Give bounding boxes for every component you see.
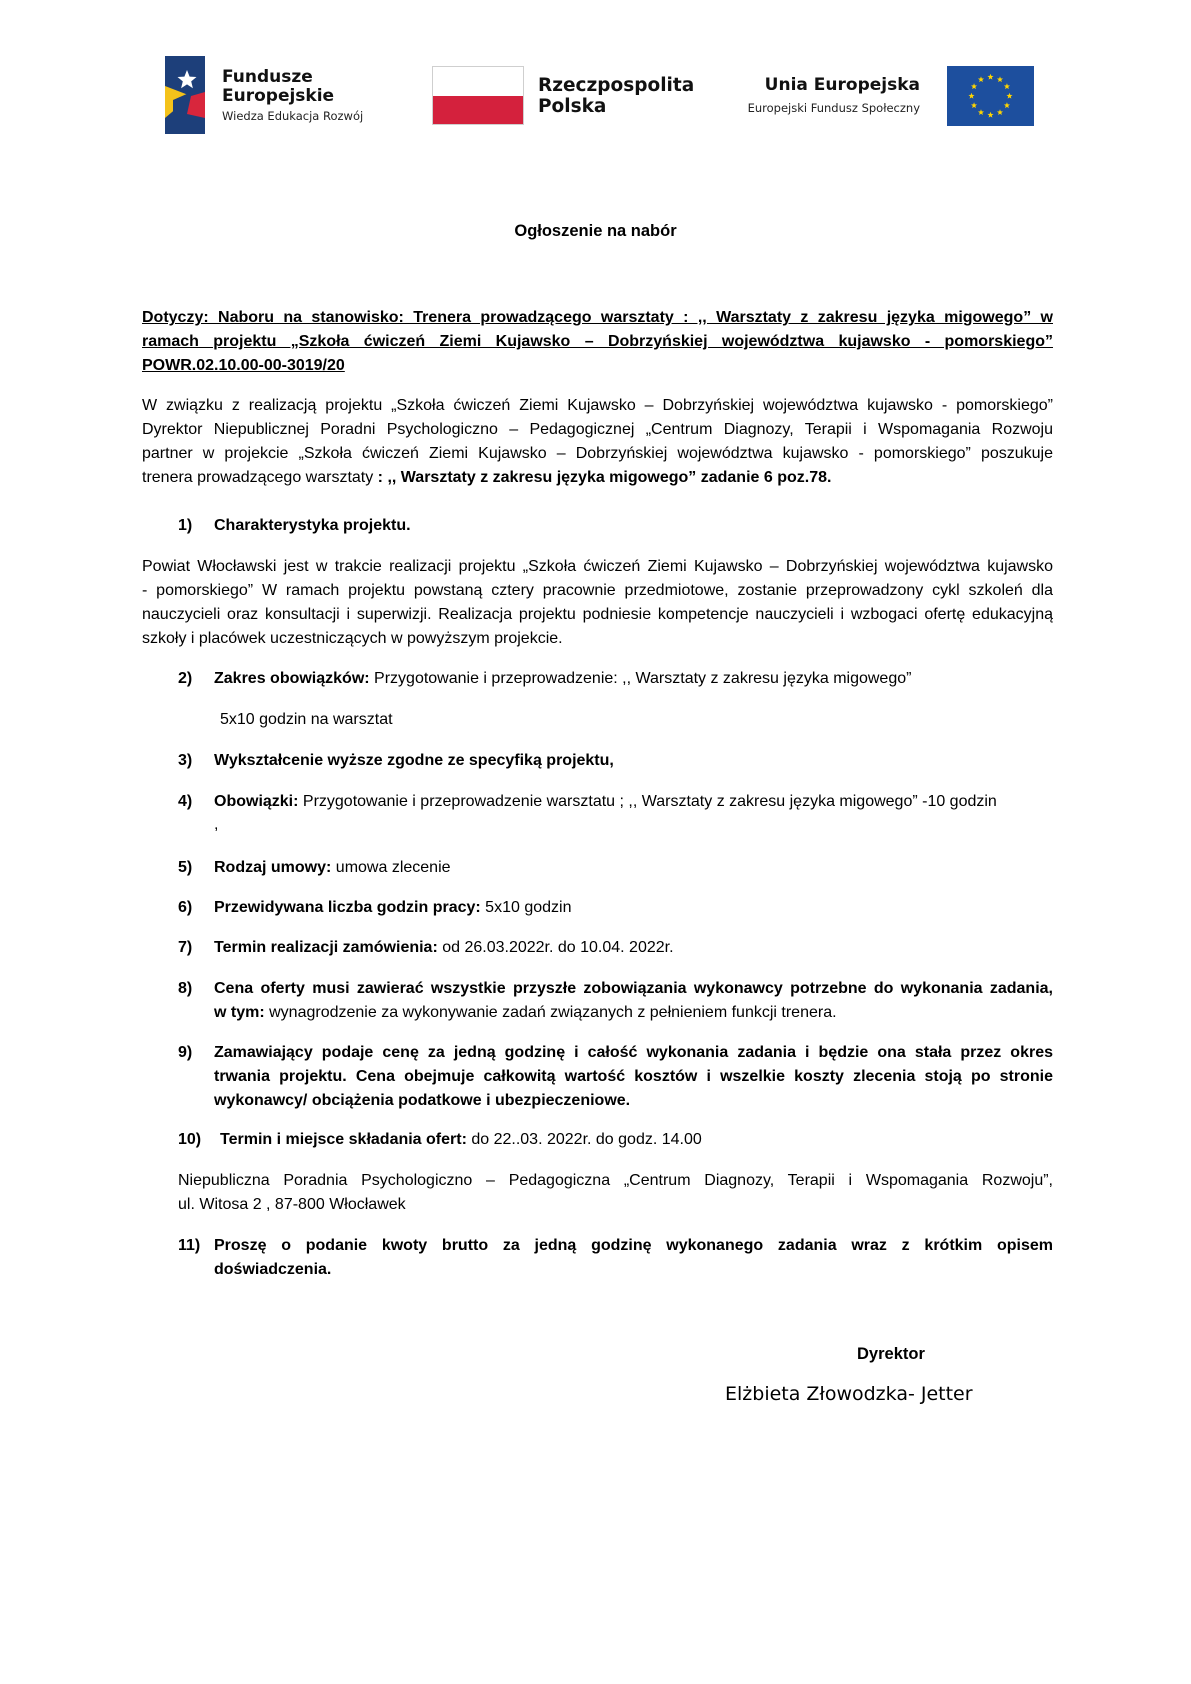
description-line-4: szkoły i placówek uczestniczących w powyższym projekcie.	[142, 630, 563, 647]
list-item-line-1: Cena oferty musi zawierać wszystkie przyszłe zobowiązania wykonawcy potrzebne do wykonania zadania,	[214, 980, 1053, 997]
ue-logo-line2: Europejski Fundusz Społeczny	[747, 101, 920, 115]
list-item-value: od 26.03.2022r. do 10.04. 2022r.	[437, 939, 674, 956]
list-item-text: Wykształcenie wyższe zgodne ze specyfiką projektu,	[214, 752, 614, 769]
list-item-number: 4)	[178, 793, 193, 810]
list-item-label: Obowiązki:	[214, 793, 299, 810]
description-line-1: Powiat Włocławski jest w trakcie realizacji projektu „Szkoła ćwiczeń Ziemi Kujawsko – Dobrzyńskiej województwa kujawsko	[142, 558, 1053, 575]
list-item-number: 3)	[178, 752, 193, 769]
intro-paragraph	[142, 394, 1053, 490]
list-item-number: 5)	[178, 859, 193, 876]
address-block	[178, 1169, 1053, 1217]
intro-line-4-bold: : ,, Warsztaty z zakresu języka migowego” zadanie 6 poz.78.	[377, 469, 832, 486]
list-item-text	[214, 977, 1053, 1025]
list-item-line-1: Proszę o podanie kwoty brutto za jedną godzinę wykonanego zadania wraz z krótkim opisem	[214, 1237, 1053, 1254]
unia-europejska-logo	[737, 66, 1034, 126]
rp-logo-line1: Rzeczpospolita	[538, 75, 695, 96]
list-item-number: 8)	[178, 980, 193, 997]
list-item-number: 10)	[178, 1131, 202, 1148]
list-item-line-3: wykonawcy/ obciążenia podatkowe i ubezpieczeniowe.	[214, 1092, 631, 1109]
list-item-line-1: Zamawiający podaje cenę za jedną godzinę i całość wykonania zadania i będzie ona stała przez okres	[214, 1044, 1053, 1061]
intro-line-4	[142, 466, 1053, 490]
list-item-label: Termin i miejsce składania ofert:	[220, 1131, 467, 1148]
list-item-text	[214, 896, 1053, 920]
logo-header	[0, 0, 1191, 150]
description-line-3: nauczycieli oraz konsultacji i superwizji. Realizacja projektu podniesie kompetencje nauczycieli i wzbogaci ofertę edukacyjną	[142, 606, 1053, 623]
list-item-text	[214, 667, 1053, 691]
list-item-text	[214, 936, 1053, 960]
list-item-value: Przygotowanie i przeprowadzenie: ,, Warsztaty z zakresu języka migowego”	[369, 670, 912, 687]
address-line-1: Niepubliczna Poradnia Psychologiczno – Pedagogiczna „Centrum Diagnozy, Terapii i Wspomagania Rozwoju”,	[178, 1172, 1053, 1189]
list-item-value: 5x10 godzin	[480, 899, 572, 916]
document-title: Ogłoszenie na nabór	[514, 222, 677, 240]
list-item-label: Termin realizacji zamówienia:	[214, 939, 438, 956]
list-item-number: 1)	[178, 517, 193, 534]
list-item-number: 2)	[178, 670, 193, 687]
ue-logo-line1: Unia Europejska	[764, 75, 920, 95]
list-item-label: Przewidywana liczba godzin pracy:	[214, 899, 481, 916]
list-item-line-2: trwania projektu. Cena obejmuje całkowitą wartość kosztów i wszelkie koszty zlecenia stoją po stronie	[214, 1068, 1053, 1085]
polish-flag-icon	[432, 66, 524, 125]
list-item-text	[220, 1128, 1059, 1152]
fundusze-europejskie-mark-icon	[165, 56, 205, 134]
intro-line-3: partner w projekcie „Szkoła ćwiczeń Ziemi Kujawsko – Dobrzyńskiej województwa kujawsko - pomorskiego” poszukuje	[142, 445, 1053, 462]
list-item-text: Charakterystyka projektu.	[214, 517, 411, 534]
list-item-number: 6)	[178, 899, 193, 916]
list-item-value: Przygotowanie i przeprowadzenie warsztatu ; ,, Warsztaty z zakresu języka migowego” -10 godzin	[298, 793, 997, 810]
intro-line-2: Dyrektor Niepublicznej Poradni Psychologiczno – Pedagogicznej „Centrum Diagnozy, Terapii i Wspomagania Rozwoju	[142, 421, 1053, 438]
subject-block	[142, 306, 1053, 378]
list-item-label: Zakres obowiązków:	[214, 670, 370, 687]
list-item-line-2	[214, 1001, 1053, 1025]
list-item-subtext: 5x10 godzin na warsztat	[220, 711, 393, 728]
subject-line-2: ramach projektu „Szkoła ćwiczeń Ziemi Kujawsko – Dobrzyńskiej województwa kujawsko - pomorskiego”	[142, 333, 1053, 350]
rp-logo-line2: Polska	[538, 96, 607, 117]
list-item-text	[214, 1041, 1053, 1113]
project-description	[142, 555, 1053, 651]
subject-line-1: Dotyczy: Naboru na stanowisko: Trenera prowadzącego warsztaty : ,, Warsztaty z zakresu języka migowego” w	[142, 309, 1053, 326]
list-item-value: do 22..03. 2022r. do godz. 14.00	[466, 1131, 702, 1148]
list-item-label: w tym:	[214, 1004, 265, 1021]
list-item-text	[214, 856, 1053, 880]
description-line-2: - pomorskiego” W ramach projektu powstaną cztery pracownie przedmiotowe, zostanie przeprowadzony cykl szkoleń dla	[142, 582, 1053, 599]
list-item-number: 11)	[178, 1237, 201, 1254]
list-item-label: Rodzaj umowy:	[214, 859, 332, 876]
list-item-number: 7)	[178, 939, 193, 956]
subject-line-3: POWR.02.10.00-00-3019/20	[142, 357, 345, 374]
list-item-subtext: ,	[214, 816, 219, 833]
eu-flag-icon	[947, 66, 1034, 126]
signature-title: Dyrektor	[857, 1345, 925, 1363]
list-item-value: wynagrodzenie za wykonywanie zadań związanych z pełnieniem funkcji trenera.	[264, 1004, 837, 1021]
intro-line-4-plain: trenera prowadzącego warsztaty	[142, 469, 378, 486]
fe-logo-line1: Fundusze	[222, 67, 313, 87]
address-line-2: ul. Witosa 2 , 87-800 Włocławek	[178, 1196, 406, 1213]
fe-logo-line2: Europejskie	[222, 86, 335, 106]
list-item-text	[214, 1234, 1053, 1282]
fe-logo-tagline: Wiedza Edukacja Rozwój	[222, 109, 364, 123]
list-item-value: umowa zlecenie	[331, 859, 451, 876]
list-item-text	[214, 790, 1053, 814]
list-item-number: 9)	[178, 1044, 193, 1061]
list-item-line-2: doświadczenia.	[214, 1261, 332, 1278]
intro-line-1: W związku z realizacją projektu „Szkoła ćwiczeń Ziemi Kujawsko – Dobrzyńskiej województwa kujawsko - pomorskiego”	[142, 397, 1053, 414]
signature-name: Elżbieta Złowodzka- Jetter	[725, 1383, 973, 1405]
